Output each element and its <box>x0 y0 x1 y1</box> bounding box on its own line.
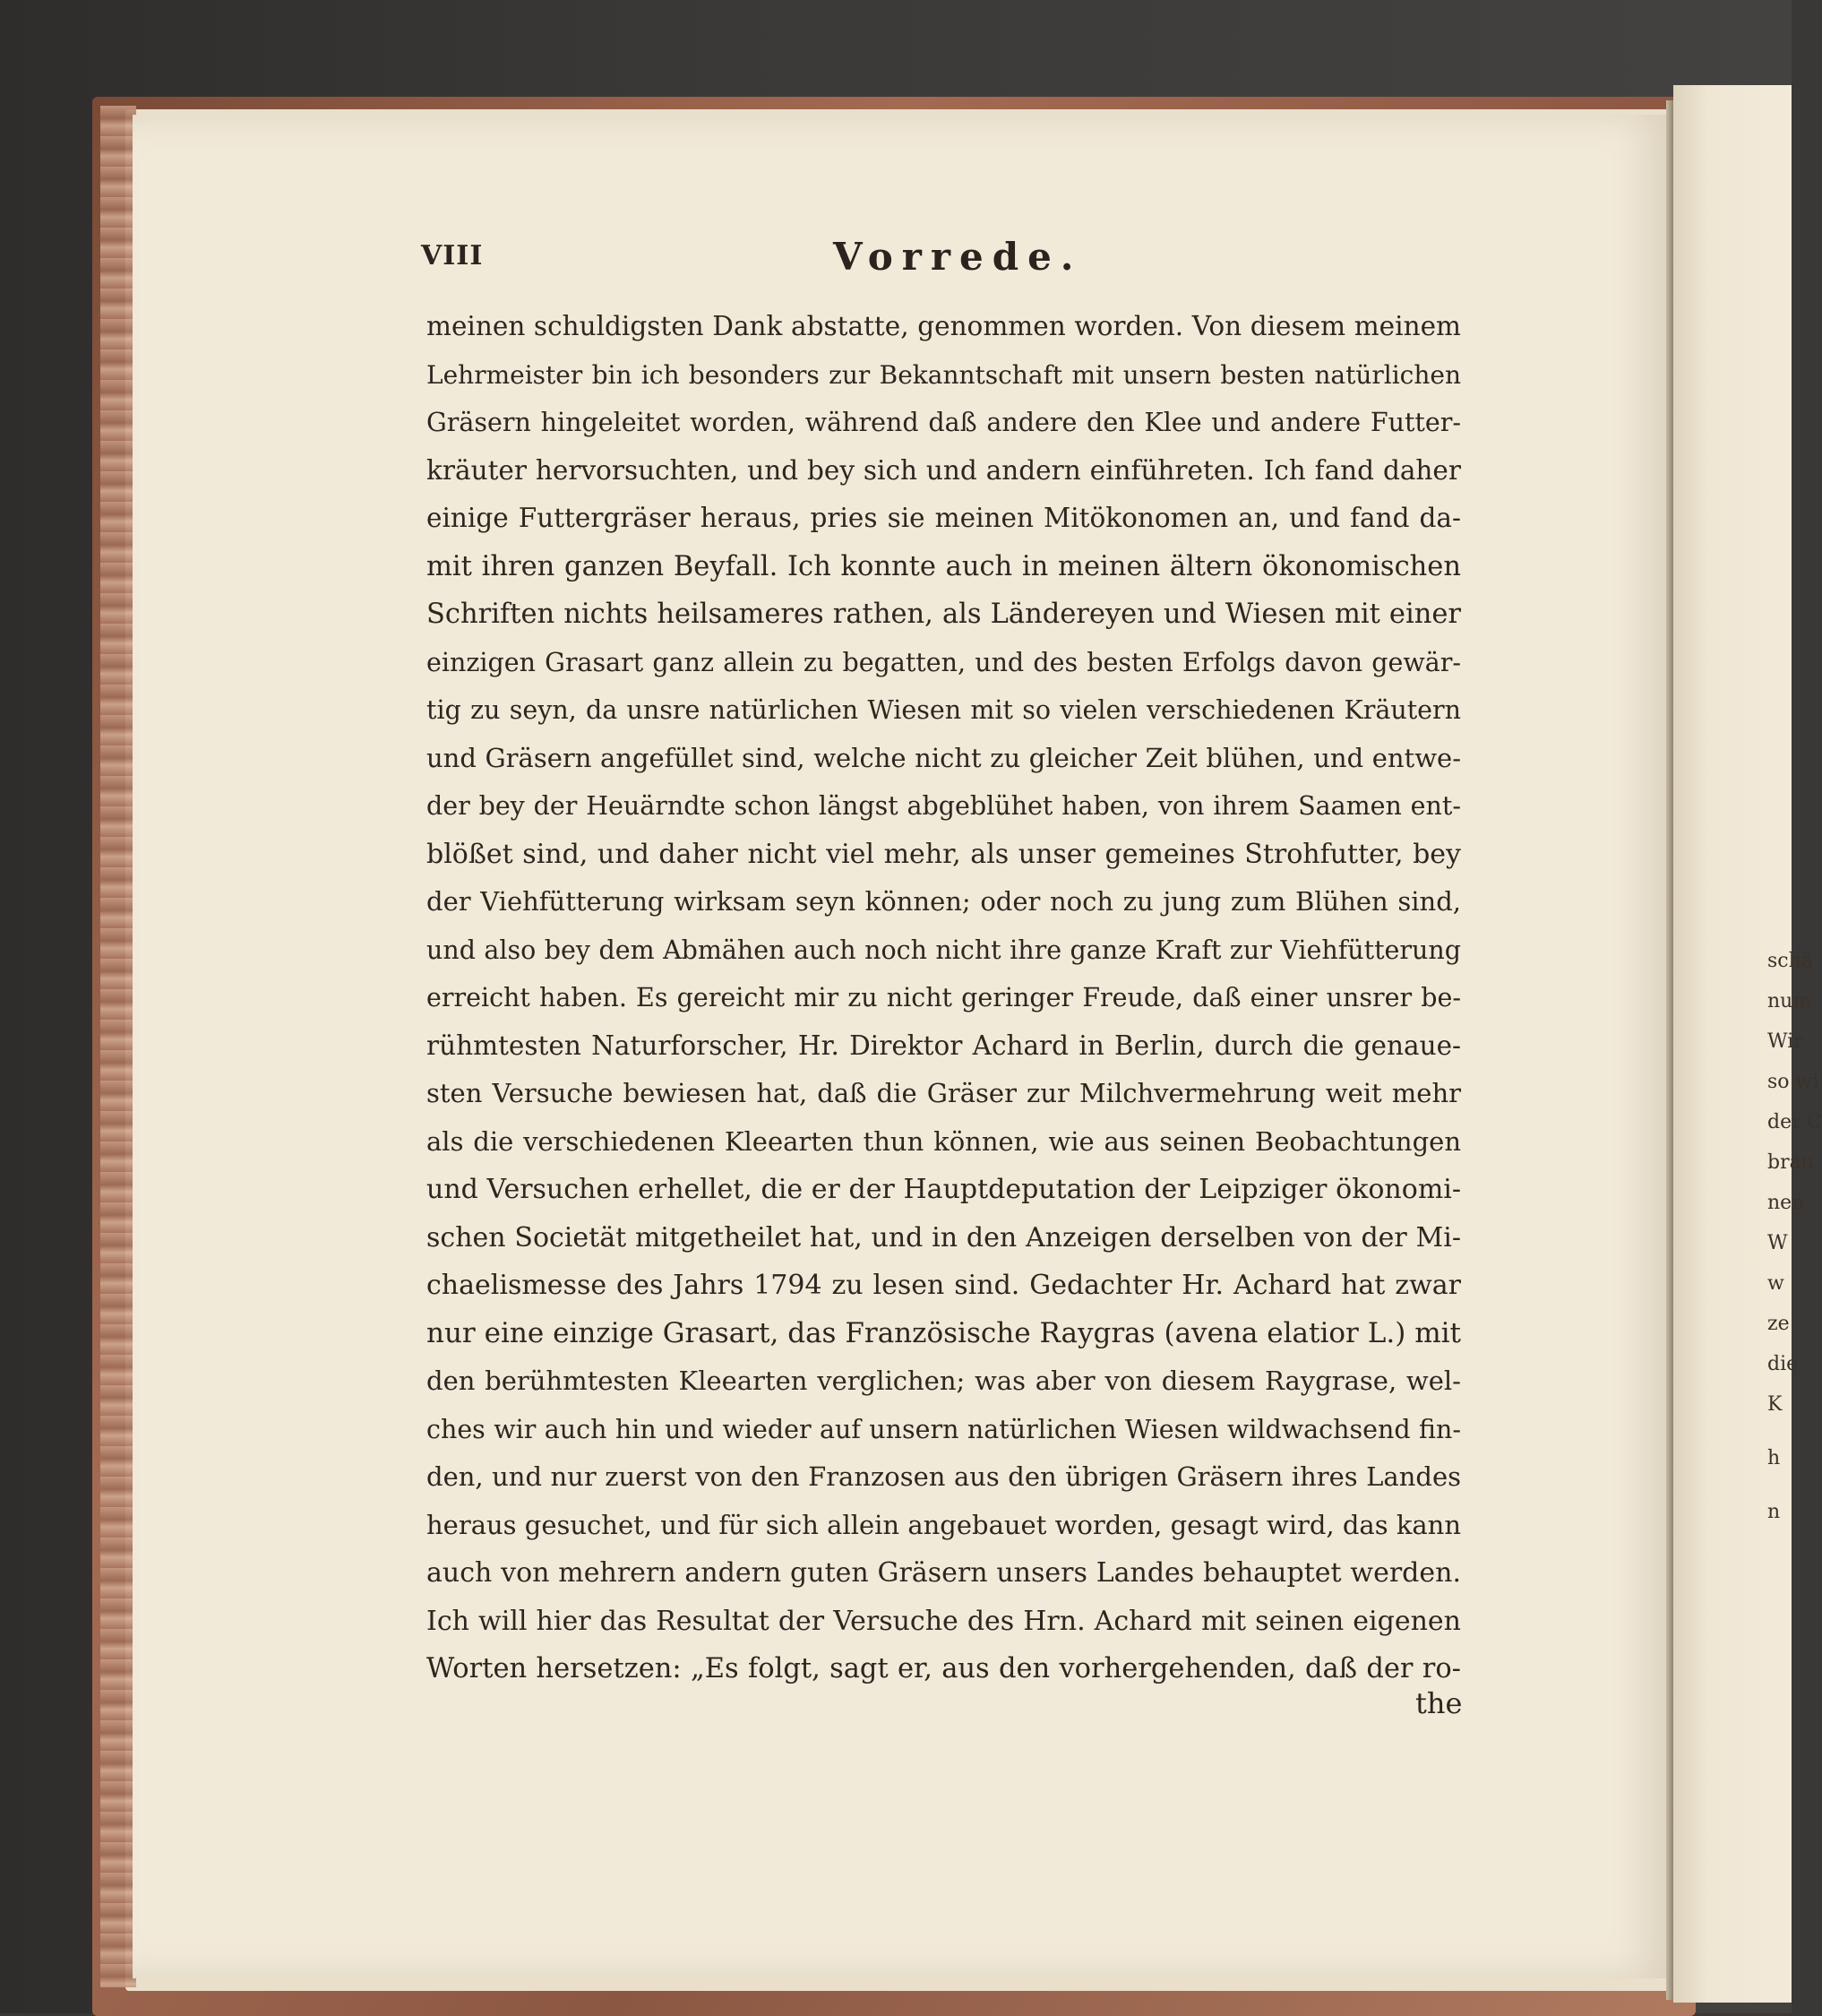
text-line: einige Futtergräser heraus, pries sie meinen Mitökonomen an, und fand da- <box>426 503 1461 533</box>
text-line: Gräsern hingeleitet worden, während daß andere den Klee und andere Futter- <box>426 408 1461 437</box>
body-text <box>426 303 1461 1693</box>
text-line: den berühmtesten Kleearten verglichen; was aber von diesem Raygrase, wel- <box>426 1366 1461 1396</box>
text-line: schen Societät mitgetheilet hat, und in den Anzeigen derselben von der Mi- <box>426 1221 1461 1254</box>
facing-page-fragment: num <box>1767 990 1812 1012</box>
text-line: blößet sind, und daher nicht viel mehr, als unser gemeines Strohfutter, bey <box>426 838 1461 870</box>
facing-page-fragment: schä <box>1767 950 1813 972</box>
text-line: und Gräsern angefüllet sind, welche nicht zu gleicher Zeit blühen, und entwe- <box>426 742 1461 773</box>
running-title: Vorrede. <box>833 235 1083 279</box>
facing-page-fragment: brau <box>1767 1151 1814 1174</box>
facing-page-fragment: Wir <box>1767 1030 1803 1053</box>
gutter <box>1666 100 1673 2000</box>
facing-page-fragment: die <box>1767 1353 1799 1375</box>
text-line: Worten hersetzen: „Es folgt, sagt er, aus den vorhergehenden, daß der ro- <box>426 1653 1461 1684</box>
facing-page-fragment: nen <box>1767 1192 1805 1214</box>
text-line: einzigen Grasart ganz allein zu begatten, und des besten Erfolgs davon gewär- <box>426 647 1461 677</box>
facing-page-fragment: so wi <box>1767 1071 1819 1093</box>
text-line: Schriften nichts heilsameres rathen, als Ländereyen und Wiesen mit einer <box>426 599 1461 630</box>
text-line: kräuter hervorsuchten, und bey sich und andern einführeten. Ich fand daher <box>426 454 1461 486</box>
marbled-edge <box>100 106 136 1987</box>
facing-page-fragment: der C <box>1767 1111 1822 1133</box>
text-line: der bey der Heuärndte schon längst abgeblühet haben, von ihrem Saamen ent- <box>426 791 1461 821</box>
text-line: der Viehfütterung wirksam seyn können; oder noch zu jung zum Blühen sind, <box>426 886 1461 917</box>
text-line: und Versuchen erhellet, die er der Hauptdeputation der Leipziger ökonomi- <box>426 1174 1461 1205</box>
text-line: auch von mehrern andern guten Gräsern unsers Landes behauptet werden. <box>426 1557 1461 1589</box>
facing-page-fragment: w <box>1767 1272 1784 1295</box>
text-line: rühmtesten Naturforscher, Hr. Direktor Achard in Berlin, durch die genaue- <box>426 1030 1461 1061</box>
page-number: VIII <box>421 240 484 271</box>
text-line: nur eine einzige Grasart, das Französische Raygras (avena elatior L.) mit <box>426 1316 1461 1349</box>
text-line: ches wir auch hin und wieder auf unsern natürlichen Wiesen wildwachsend fin- <box>426 1414 1461 1444</box>
page-header <box>421 235 1460 289</box>
facing-page-fragment: K <box>1767 1393 1783 1416</box>
text-line: als die verschiedenen Kleearten thun können, wie aus seinen Beobachtungen <box>426 1125 1461 1157</box>
facing-page <box>1673 85 1822 2003</box>
text-line: chaelismesse des Jahrs 1794 zu lesen sind. Gedachter Hr. Achard hat zwar <box>426 1270 1461 1301</box>
facing-page-fragment: ze <box>1767 1313 1790 1335</box>
facing-page-fragment: W <box>1767 1232 1788 1254</box>
text-line: Ich will hier das Resultat der Versuche des Hrn. Achard mit seinen eigenen <box>426 1605 1461 1637</box>
text-line: sten Versuche bewiesen hat, daß die Gräser zur Milchvermehrung weit mehr <box>426 1078 1461 1108</box>
facing-page-fragment: n <box>1767 1501 1781 1523</box>
text-line: heraus gesuchet, und für sich allein angebauet worden, gesagt wird, das kann <box>426 1509 1462 1540</box>
text-line: den, und nur zuerst von den Franzosen aus den übrigen Gräsern ihres Landes <box>426 1461 1461 1492</box>
text-line: Lehrmeister bin ich besonders zur Bekanntschaft mit unsern besten natürlichen <box>426 359 1461 390</box>
text-line: und also bey dem Abmähen auch noch nicht ihre ganze Kraft zur Viehfütterung <box>426 935 1461 965</box>
catchword: the <box>1415 1686 1463 1720</box>
text-line: meinen schuldigsten Dank abstatte, genommen worden. Von diesem meinem <box>426 311 1461 341</box>
facing-page-fragment: h <box>1767 1447 1781 1469</box>
text-line: mit ihren ganzen Beyfall. Ich konnte auch in meinen ältern ökonomischen <box>426 550 1461 582</box>
text-line: tig zu seyn, da unsre natürlichen Wiesen mit so vielen verschiedenen Kräutern <box>426 695 1461 725</box>
text-line: erreicht haben. Es gereicht mir zu nicht geringer Freude, daß einer unsrer be- <box>426 983 1461 1012</box>
